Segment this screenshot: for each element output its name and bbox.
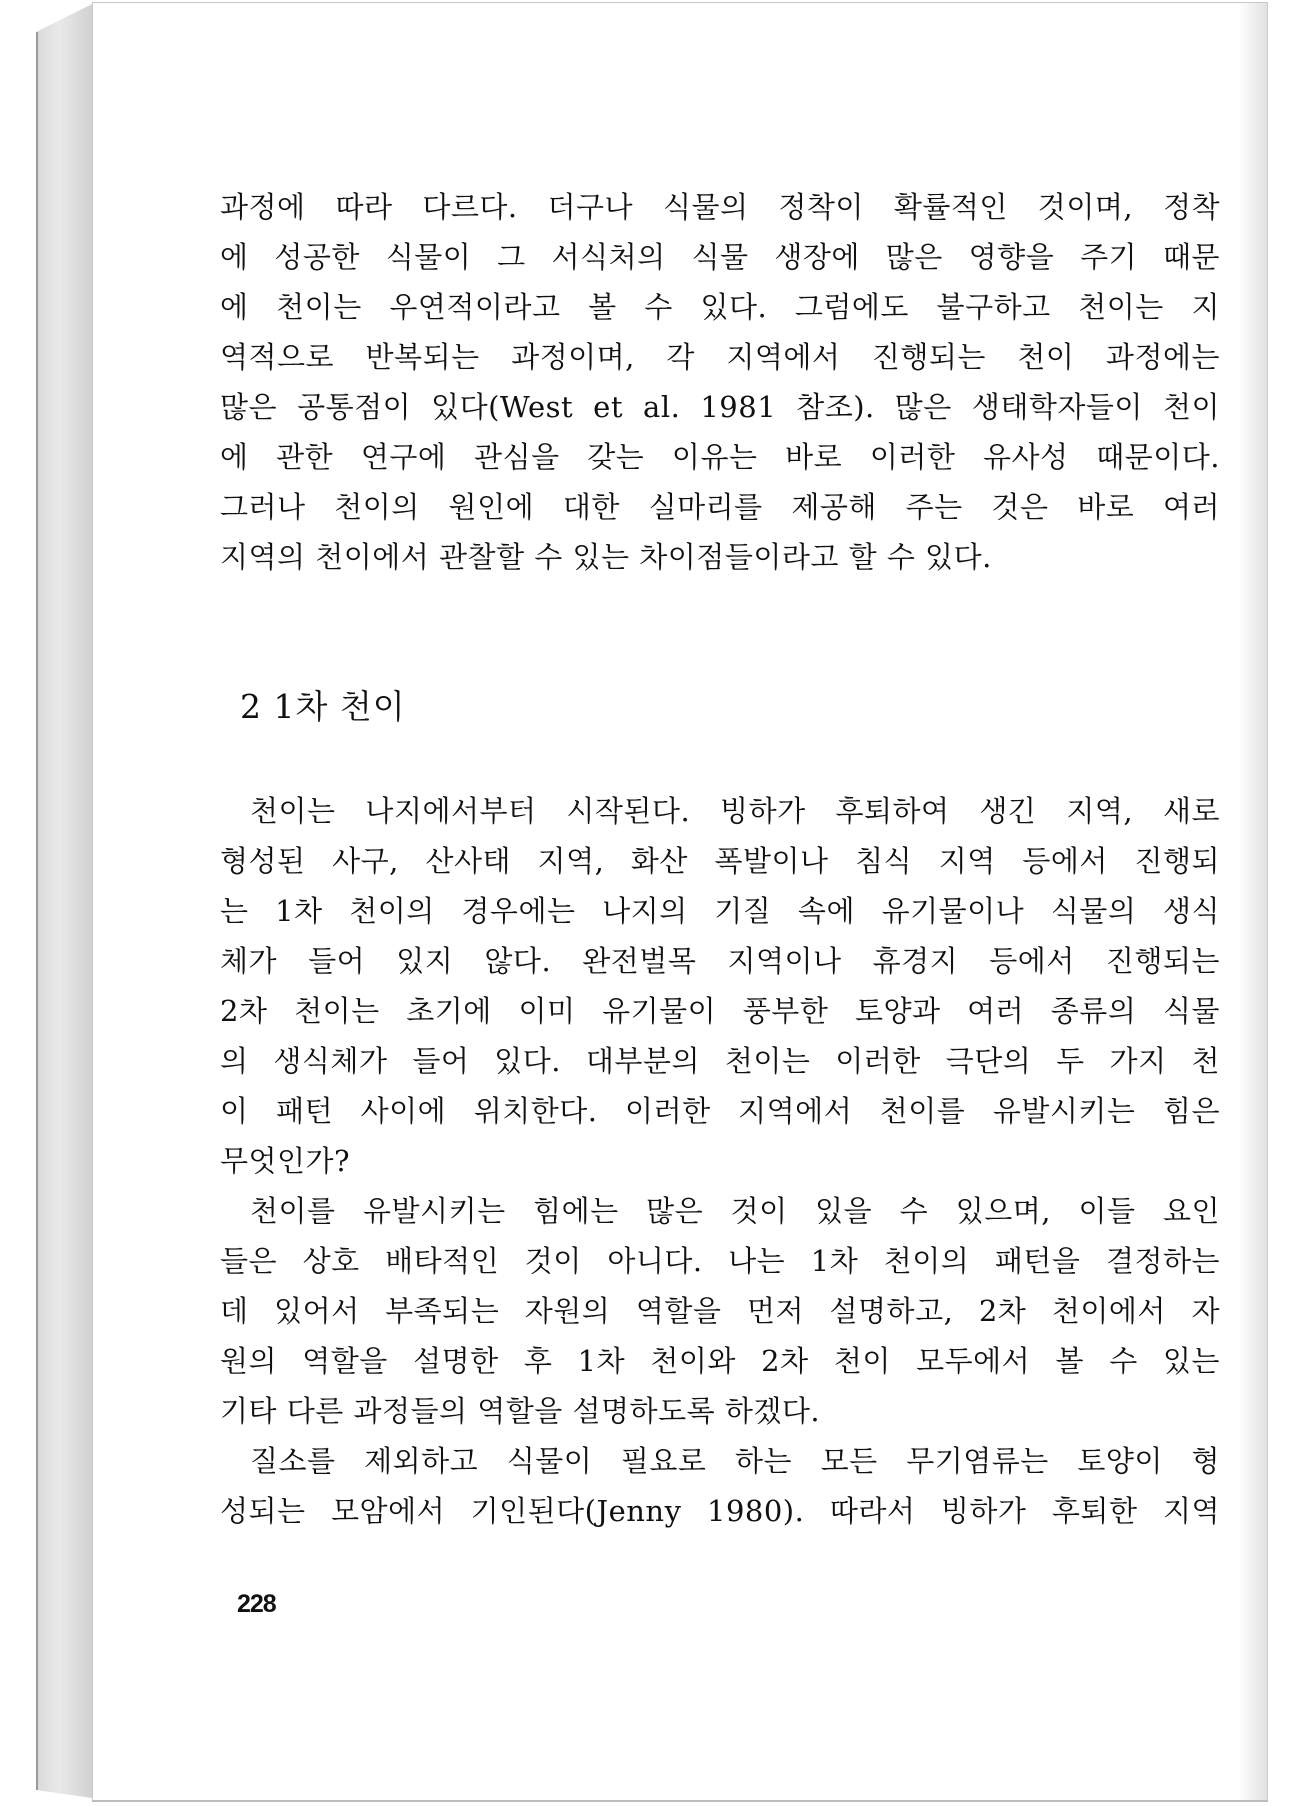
book-spine: [36, 4, 92, 1798]
text-line: 지역의 천이에서 관찰할 수 있는 차이점들이라고 할 수 있다.: [220, 540, 992, 574]
text-line: 들은 상호 배타적인 것이 아니다. 나는 1차 천이의 패턴을 결정하는: [220, 1244, 1220, 1278]
page-bottom-edge: [92, 1800, 1268, 1802]
text-line: 2차 천이는 초기에 이미 유기물이 풍부한 토양과 여러 종류의 식물: [220, 994, 1220, 1028]
text-line: 에 관한 연구에 관심을 갖는 이유는 바로 이러한 유사성 때문이다.: [220, 440, 1220, 474]
text-line: 과정에 따라 다르다. 더구나 식물의 정착이 확률적인 것이며, 정착: [220, 190, 1220, 224]
page-number: 228: [237, 1590, 276, 1618]
text-line: 천이를 유발시키는 힘에는 많은 것이 있을 수 있으며, 이들 요인: [250, 1194, 1220, 1228]
page-edge-shadow: [1238, 2, 1268, 1802]
text-line: 질소를 제외하고 식물이 필요로 하는 모든 무기염류는 토양이 형: [250, 1444, 1220, 1478]
text-line: 의 생식체가 들어 있다. 대부분의 천이는 이러한 극단의 두 가지 천: [220, 1044, 1220, 1078]
book-page: [92, 2, 1268, 1802]
text-line: 천이는 나지에서부터 시작된다. 빙하가 후퇴하여 생긴 지역, 새로: [250, 794, 1220, 828]
text-line: 형성된 사구, 산사태 지역, 화산 폭발이나 침식 지역 등에서 진행되: [220, 844, 1220, 878]
spine-edge: [36, 32, 38, 1790]
text-line: 는 1차 천이의 경우에는 나지의 기질 속에 유기물이나 식물의 생식: [220, 894, 1220, 928]
text-line: 역적으로 반복되는 과정이며, 각 지역에서 진행되는 천이 과정에는: [220, 340, 1220, 374]
text-line: 무엇인가?: [220, 1144, 351, 1178]
text-line: 체가 들어 있지 않다. 완전벌목 지역이나 휴경지 등에서 진행되는: [220, 944, 1220, 978]
text-line: 데 있어서 부족되는 자원의 역할을 먼저 설명하고, 2차 천이에서 자: [220, 1294, 1220, 1328]
text-line: 기타 다른 과정들의 역할을 설명하도록 하겠다.: [220, 1394, 821, 1428]
text-line: 그러나 천이의 원인에 대한 실마리를 제공해 주는 것은 바로 여러: [220, 490, 1220, 524]
text-line: 이 패턴 사이에 위치한다. 이러한 지역에서 천이를 유발시키는 힘은: [220, 1094, 1220, 1128]
text-line: 원의 역할을 설명한 후 1차 천이와 2차 천이 모두에서 볼 수 있는: [220, 1344, 1220, 1378]
paragraph-1: [220, 182, 1220, 582]
text-line: 성되는 모암에서 기인된다(Jenny 1980). 따라서 빙하가 후퇴한 지역: [220, 1494, 1220, 1528]
section-heading: 2 1차 천이: [240, 687, 406, 726]
text-line: 에 천이는 우연적이라고 볼 수 있다. 그럼에도 불구하고 천이는 지: [220, 290, 1220, 324]
paragraph-2: [220, 786, 1220, 1536]
text-line: 많은 공통점이 있다(West et al. 1981 참조). 많은 생태학자들이 천이: [220, 390, 1220, 424]
text-line: 에 성공한 식물이 그 서식처의 식물 생장에 많은 영향을 주기 때문: [220, 240, 1220, 274]
